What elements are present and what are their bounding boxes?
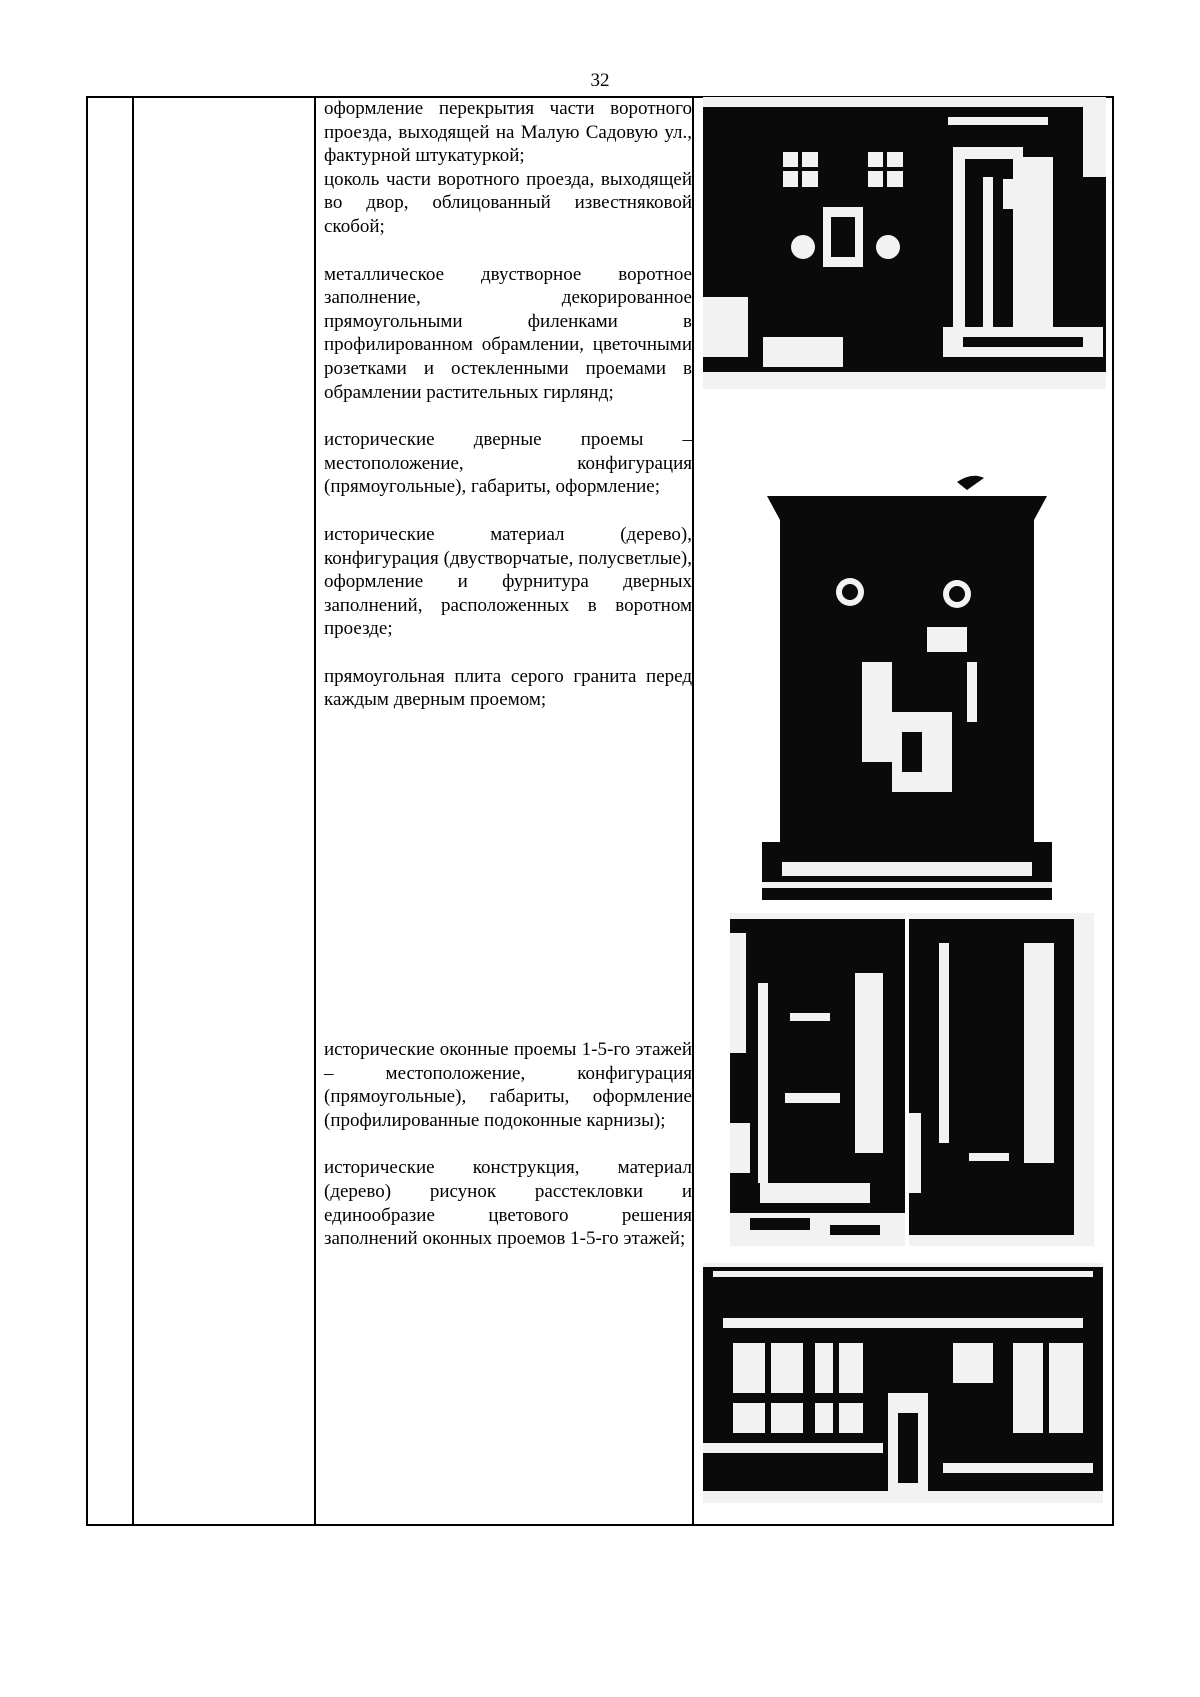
paragraph-door-fillings: исторические материал (дерево), конфигурация (двустворчатые, полусветлые), оформление и фурнитура дверных заполнений, расположенных в воротном проезде; (324, 523, 692, 640)
column-divider-2 (314, 96, 316, 1526)
photo-wooden-door-image (762, 472, 1052, 900)
paragraph-plinth: цоколь части воротного проезда, выходящей во двор, облицованный известняковой скобой; (324, 168, 692, 237)
photo-window-opening-right (909, 913, 1094, 1246)
paragraph-granite-slab: прямоугольная плита серого гранита перед каждым дверным проемом; (324, 665, 692, 711)
photo-gate-and-door (703, 97, 1106, 389)
column-divider-1 (132, 96, 134, 1526)
photo-wooden-door (762, 472, 1052, 900)
table-right-border (1112, 96, 1114, 1526)
photo-window-fillings-image (703, 1263, 1103, 1503)
table-bottom-border (86, 1524, 1114, 1526)
table-left-border (86, 96, 88, 1526)
photo-window-opening-right-image (909, 913, 1094, 1246)
photo-gate-and-door-image (703, 97, 1106, 389)
photo-window-opening-left (730, 913, 905, 1246)
paragraph-window-fillings: исторические конструкция, материал (дерево) рисунок расстекловки и единообразие цветового решения заполнений оконных проемов 1-5-го этажей; (324, 1157, 692, 1250)
description-column (324, 97, 692, 1251)
paragraph-window-openings: исторические оконные проемы 1-5-го этажей – местоположение, конфигурация (прямоугольные), габариты, оформление (профилированные подоконные карнизы); (324, 1039, 692, 1131)
paragraph-ceiling: оформление перекрытия части воротного проезда, выходящей на Малую Садовую ул., фактурной штукатуркой; (324, 98, 692, 167)
page-number: 32 (590, 70, 610, 91)
paragraph-gate-filling: металлическое двустворное воротное заполнение, декорированное прямоугольными филенками в профилированном обрамлении, цветочными розетками и остекленными проемами в обрамлении растительных гирлянд; (324, 263, 692, 403)
photo-window-fillings (703, 1263, 1103, 1503)
column-divider-3 (692, 96, 694, 1526)
photo-window-opening-left-image (730, 913, 905, 1246)
paragraph-door-openings: исторические дверные проемы – местоположение, конфигурация (прямоугольные), габариты, оформление; (324, 429, 692, 498)
